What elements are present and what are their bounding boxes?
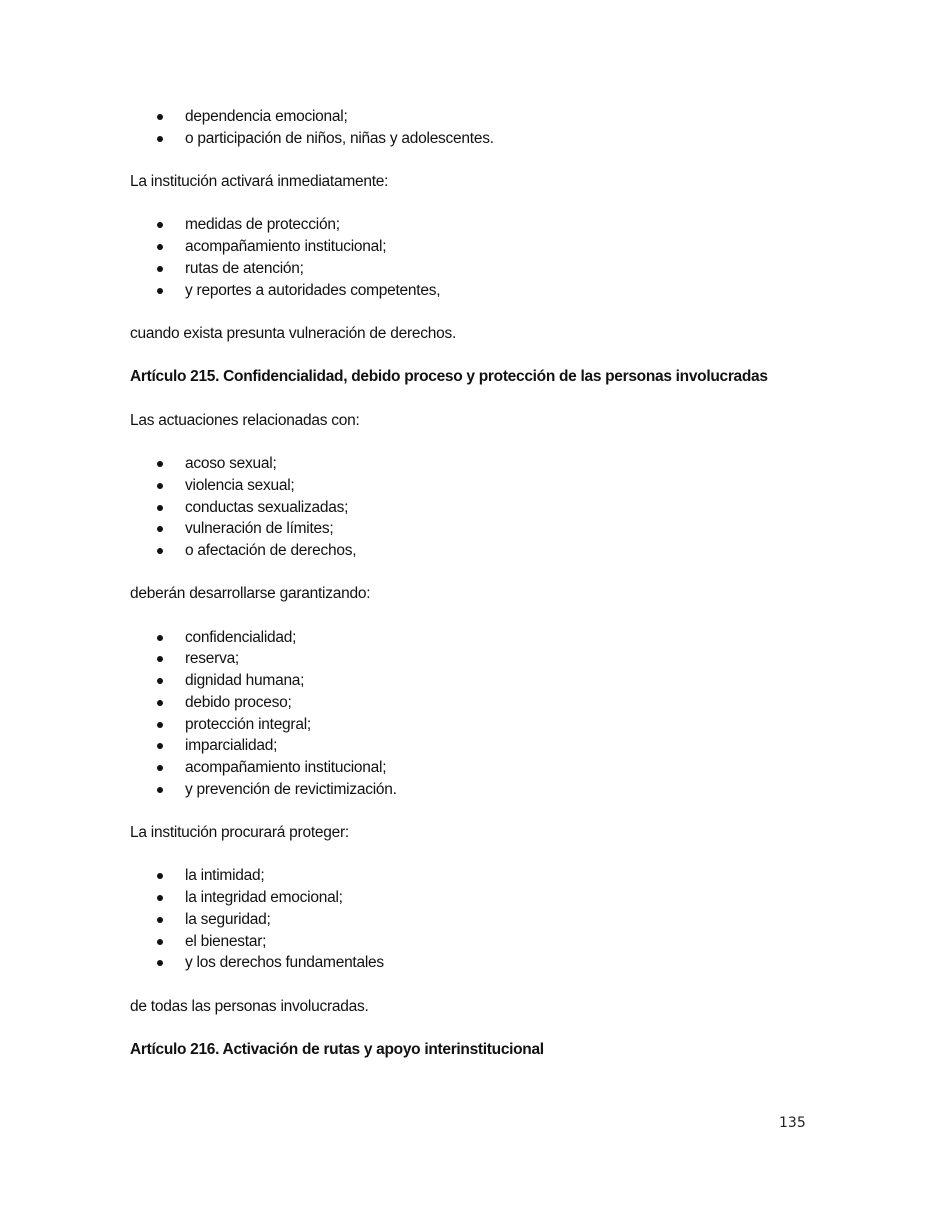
list-item [130,236,810,258]
bullet-icon [157,635,163,641]
list-item-text: imparcialidad; [185,737,278,755]
list-item-text: el bienestar; [185,932,267,950]
list-item-text: conductas sexualizadas; [185,498,349,516]
list-item [130,692,810,714]
bullet-icon [157,114,163,120]
list-item [130,518,810,540]
paragraph-actuaciones: Las actuaciones relacionadas con: [130,411,360,429]
bullet-icon [157,526,163,532]
list-item-text: y prevención de revictimización. [185,780,397,798]
paragraph-proteger: La institución procurará proteger: [130,824,349,842]
list-item [130,735,810,757]
bullet-list-garantizando [130,627,810,801]
bullet-icon [157,765,163,771]
bullet-icon [157,722,163,728]
bullet-icon [157,960,163,966]
list-item-text: rutas de atención; [185,259,304,277]
bullet-icon [157,266,163,272]
list-item [130,670,810,692]
bullet-list-activara [130,214,810,301]
list-item [130,280,810,302]
bullet-icon [157,873,163,879]
paragraph-activara: La institución activará inmediatamente: [130,173,389,191]
list-item [130,258,810,280]
list-item [130,627,810,649]
paragraph-cuando: cuando exista presunta vulneración de derechos. [130,324,457,342]
list-item [130,475,810,497]
list-item-text: o participación de niños, niñas y adolescentes. [185,129,494,147]
list-item [130,952,810,974]
list-item-text: protección integral; [185,715,311,733]
list-item [130,714,810,736]
document-page [130,106,810,1061]
bullet-icon [157,743,163,749]
bullet-icon [157,505,163,511]
page-number: 135 [779,1115,806,1131]
list-item [130,931,810,953]
list-item-text: la seguridad; [185,910,271,928]
bullet-icon [157,787,163,793]
bullet-list-actuaciones [130,453,810,562]
list-item-text: acompañamiento institucional; [185,758,387,776]
paragraph-todas: de todas las personas involucradas. [130,997,369,1015]
list-item-text: la intimidad; [185,867,265,885]
list-item-text: debido proceso; [185,693,292,711]
bullet-icon [157,656,163,662]
article-215-heading: Artículo 215. Confidencialidad, debido proceso y protección de las personas involucradas [130,368,768,386]
bullet-icon [157,288,163,294]
bullet-icon [157,483,163,489]
bullet-icon [157,136,163,142]
list-item-text: y los derechos fundamentales [185,954,384,972]
list-item [130,909,810,931]
list-item [130,865,810,887]
list-item [130,779,810,801]
bullet-list-top [130,106,810,149]
list-item [130,106,810,128]
paragraph-deberan: deberán desarrollarse garantizando: [130,585,371,603]
bullet-icon [157,700,163,706]
bullet-icon [157,939,163,945]
list-item [130,887,810,909]
list-item [130,540,810,562]
list-item-text: reserva; [185,650,239,668]
list-item-text: dignidad humana; [185,672,305,690]
list-item-text: confidencialidad; [185,628,297,646]
list-item [130,214,810,236]
list-item-text: acompañamiento institucional; [185,238,387,256]
bullet-icon [157,917,163,923]
list-item-text: dependencia emocional; [185,108,348,125]
list-item-text: y reportes a autoridades competentes, [185,281,441,299]
list-item [130,648,810,670]
bullet-icon [157,678,163,684]
list-item-text: o afectación de derechos, [185,541,357,559]
bullet-list-proteger [130,865,810,974]
list-item [130,497,810,519]
list-item [130,757,810,779]
list-item-text: acoso sexual; [185,455,277,473]
list-item-text: vulneración de límites; [185,520,334,538]
article-216-heading: Artículo 216. Activación de rutas y apoyo interinstitucional [130,1041,544,1059]
list-item-text: violencia sexual; [185,476,295,494]
list-item-text: medidas de protección; [185,216,340,234]
bullet-icon [157,222,163,228]
bullet-icon [157,461,163,467]
list-item [130,128,810,150]
bullet-icon [157,548,163,554]
bullet-icon [157,895,163,901]
list-item [130,453,810,475]
list-item-text: la integridad emocional; [185,889,343,907]
bullet-icon [157,244,163,250]
